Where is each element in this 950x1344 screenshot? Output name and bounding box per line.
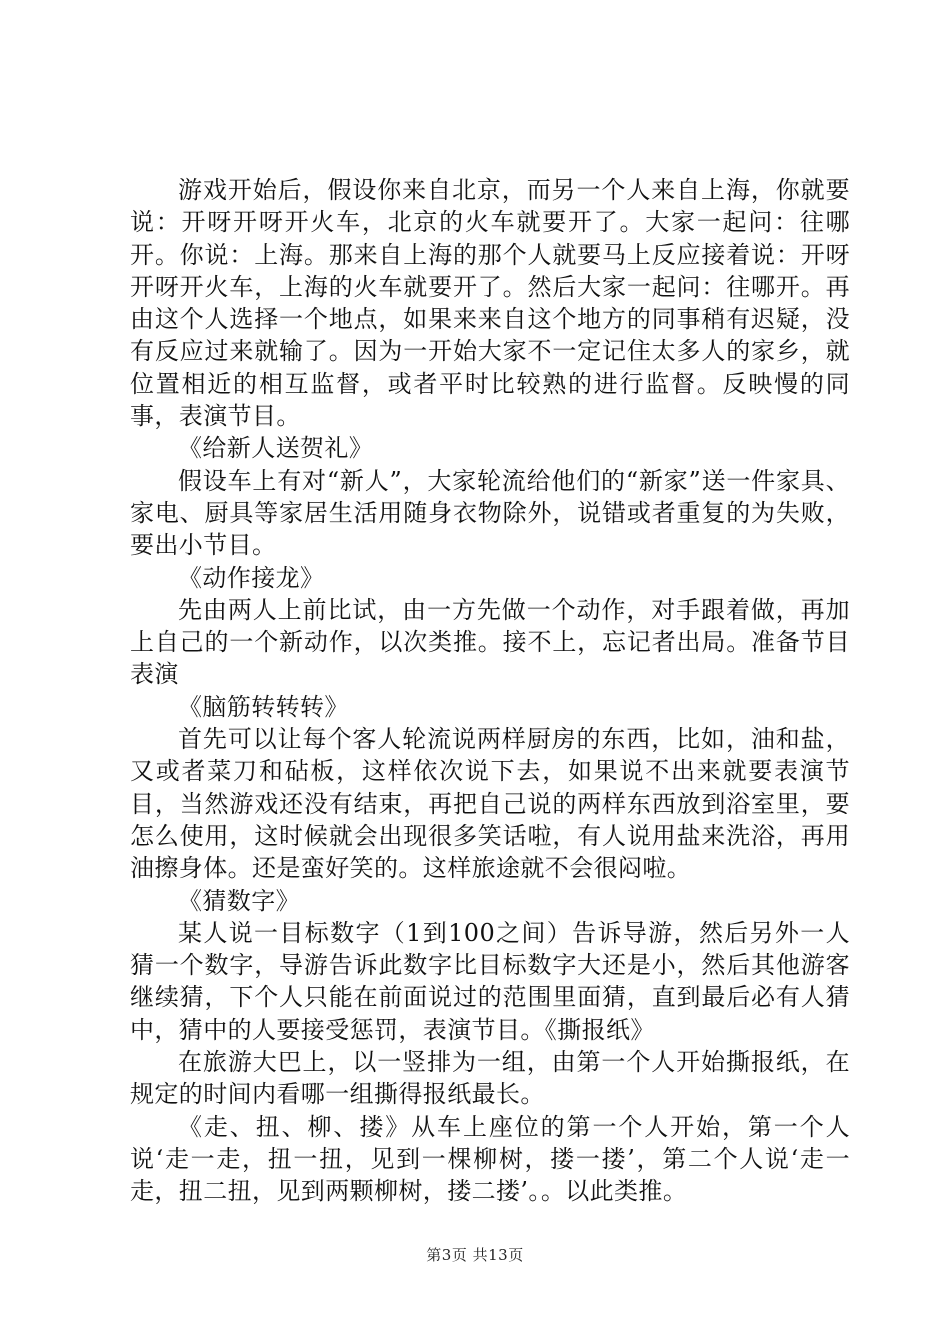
document-body [130, 174, 850, 1208]
section-heading-guess-number: 《猜数字》 [178, 886, 300, 915]
section-heading-brain-teaser: 《脑筋转转转》 [178, 692, 349, 721]
page-number-footer: 第3页 共13页 [426, 1246, 524, 1264]
paragraph-walk-twist: 《走、扭、柳、搂》从车上座位的第一个人开始，第一个人说‘走一走，扭一扭，见到一棵柳树，搂一搂’，第二个人说‘走一走，扭二扭，见到两颗柳树，搂二搂’。。以此类推。 [130, 1112, 850, 1206]
paragraph-guess-number: 某人说一目标数字（1到100之间）告诉导游，然后另外一人猜一个数字，导游告诉此数字比目标数字大还是小，然后其他游客继续猜，下个人只能在前面说过的范围里面猜，直到最后必有人猜中，猜中的人要接受惩罚，表演节目。《撕报纸》 [130, 918, 850, 1044]
section-heading-gift: 《给新人送贺礼》 [178, 434, 374, 463]
paragraph-brain-teaser: 首先可以让每个客人轮流说两样厨房的东西，比如，油和盐，又或者菜刀和砧板，这样依次说下去，如果说不出来就要表演节目，当然游戏还没有结束，再把自己说的两样东西放到浴室里，要怎么使用，这时候就会出现很多笑话啦，有人说用盐来洗浴，再用油擦身体。还是蛮好笑的。这样旅途就不会很闷啦。 [130, 725, 850, 883]
section-heading-action-relay: 《动作接龙》 [178, 563, 325, 592]
paragraph-train-game: 游戏开始后，假设你来自北京，而另一个人来自上海，你就要说：开呀开呀开火车，北京的火车就要开了。大家一起问：往哪开。你说：上海。那来自上海的那个人就要马上反应接着说：开呀开呀开火车，上海的火车就要开了。然后大家一起问：往哪开。再由这个人选择一个地点，如果来来自这个地方的同事稍有迟疑，没有反应过来就输了。因为一开始大家不一定记住太多人的家乡，就位置相近的相互监督，或者平时比较熟的进行监督。反映慢的同事，表演节目。 [130, 176, 850, 431]
paragraph-gift-game: 假设车上有对“新人”，大家轮流给他们的“新家”送一件家具、家电、厨具等家居生活用随身衣物除外，说错或者重复的为失败，要出小节目。 [130, 466, 850, 560]
paragraph-action-relay: 先由两人上前比试，由一方先做一个动作，对手跟着做，再加上自己的一个新动作，以次类推。接不上，忘记者出局。准备节目表演 [130, 595, 850, 689]
paragraph-tear-newspaper: 在旅游大巴上，以一竖排为一组，由第一个人开始撕报纸，在规定的时间内看哪一组撕得报纸最长。 [130, 1048, 850, 1109]
